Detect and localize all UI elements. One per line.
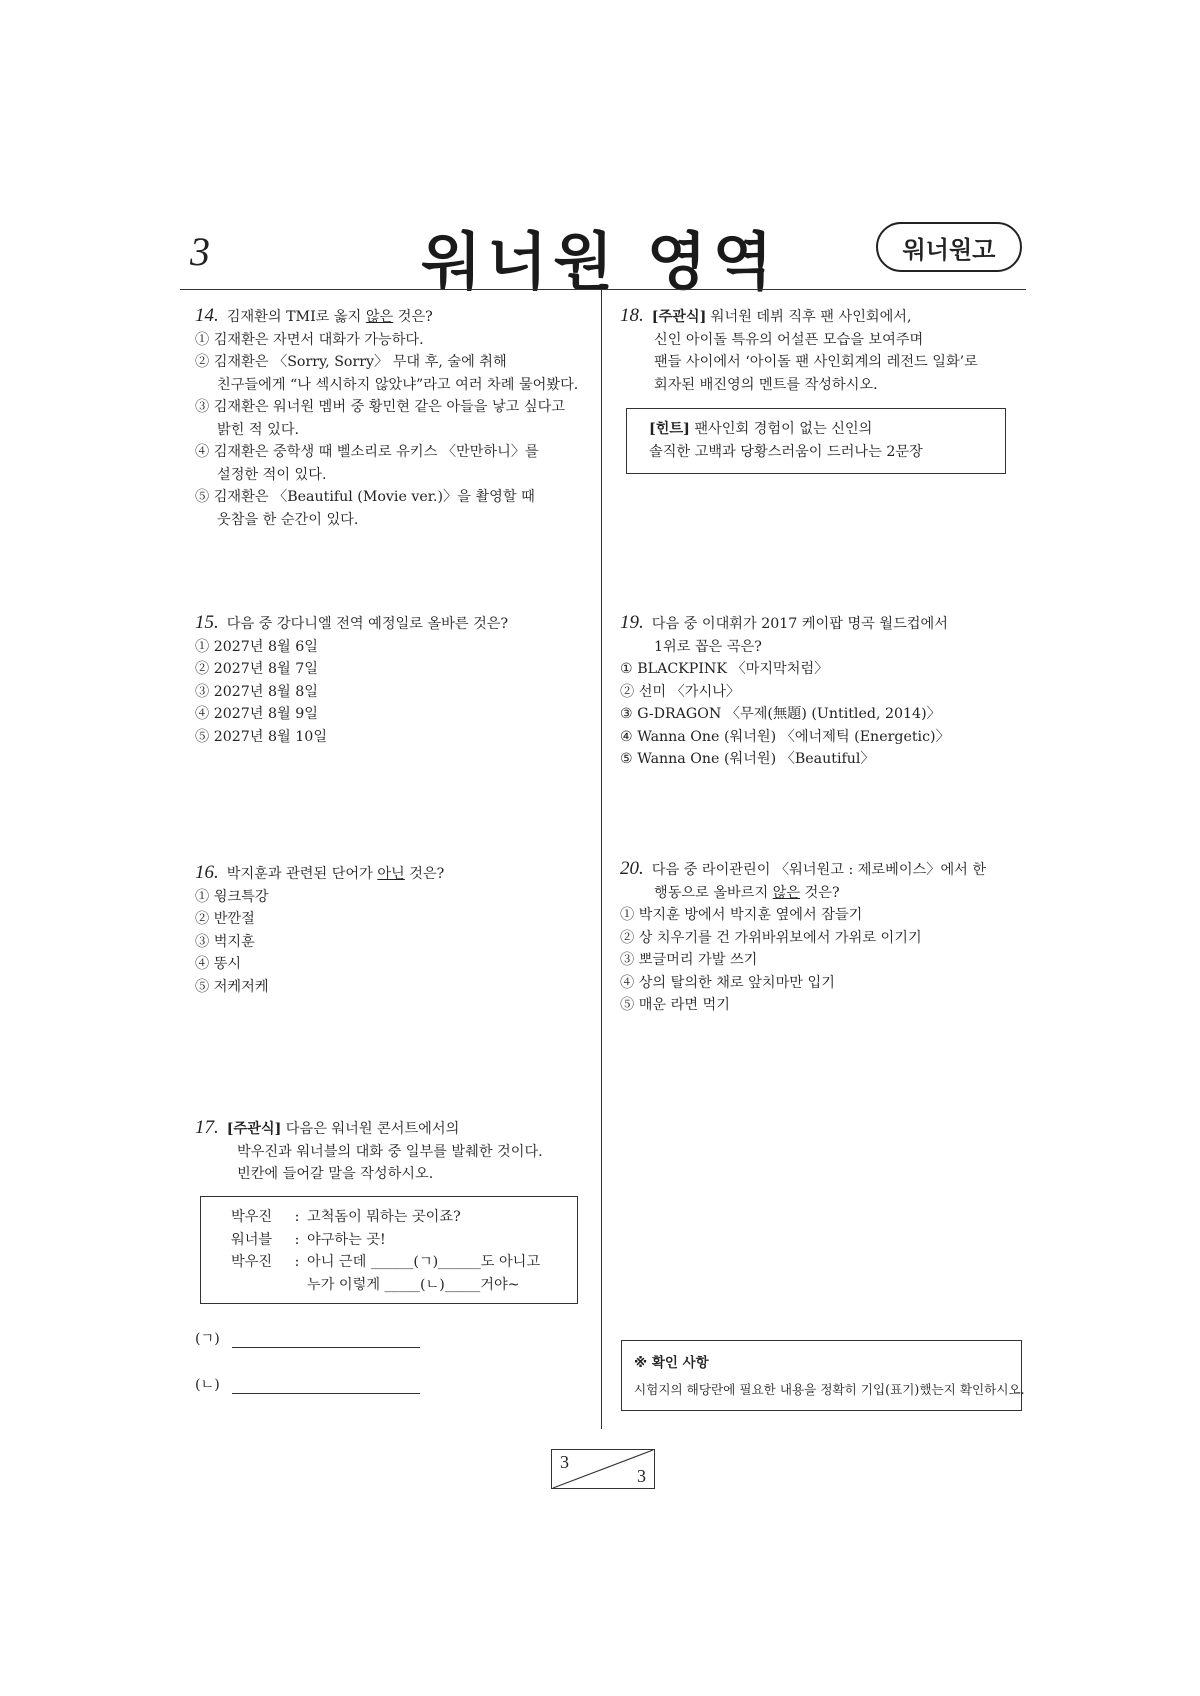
option[interactable]: ④ 똥시 bbox=[195, 956, 242, 972]
option[interactable]: ⑤ 2027년 8월 10일 bbox=[195, 728, 328, 745]
question-stem-line: 빈칸에 들어갈 말을 작성하시오. bbox=[237, 1166, 434, 1182]
option[interactable]: ② 반깐절 bbox=[195, 911, 255, 927]
question-number: 20. bbox=[620, 858, 644, 879]
dialog-line: 박우진 : 고척돔이 뭐하는 곳이죠? bbox=[231, 1209, 461, 1225]
option[interactable]: ① 윙크특강 bbox=[195, 888, 269, 905]
confirm-text: 시험지의 해당란에 필요한 내용을 정확히 기입(표기)했는지 확인하시오. bbox=[634, 1381, 1025, 1397]
option-list bbox=[620, 904, 986, 1017]
question-stem: 다음 중 라이관린이 〈워너원고 : 제로베이스〉에서 한 bbox=[651, 862, 987, 878]
option[interactable]: ③ 2027년 8월 8일 bbox=[195, 683, 318, 700]
question-14 bbox=[195, 305, 578, 531]
option-list bbox=[195, 636, 508, 749]
option[interactable]: ① BLACKPINK 〈마지막처럼〉 bbox=[620, 661, 829, 677]
option[interactable]: ② 2027년 8월 7일 bbox=[195, 661, 318, 677]
answer-field-b[interactable] bbox=[195, 1374, 420, 1394]
question-stem: 김재환의 TMI로 옳지 않은 것은? bbox=[226, 309, 433, 325]
option[interactable]: ③ 뽀글머리 가발 쓰기 bbox=[620, 952, 758, 968]
option-list bbox=[620, 658, 950, 771]
question-number: 18. bbox=[620, 305, 644, 326]
hint-box bbox=[626, 408, 1006, 474]
question-stem-line: 1위로 꼽은 곡은? bbox=[654, 638, 762, 655]
page-total: 3 bbox=[637, 1466, 646, 1486]
dialog-box bbox=[200, 1196, 578, 1304]
question-number: 15. bbox=[195, 612, 219, 633]
question-17 bbox=[195, 1117, 543, 1186]
question-stem: [주관식] 다음은 워너원 콘서트에서의 bbox=[226, 1121, 460, 1137]
option[interactable]: ⑤ Wanna One (워너원) 〈Beautiful〉 bbox=[620, 751, 875, 767]
page-current: 3 bbox=[560, 1452, 569, 1472]
question-stem: 박지훈과 관련된 단어가 아닌 것은? bbox=[226, 866, 445, 882]
column-divider bbox=[601, 289, 602, 1429]
question-stem-line: 신인 아이돌 특유의 어설픈 모습을 보여주며 bbox=[654, 331, 924, 348]
dialog-line: 누가 이렇게 _____(ㄴ)_____거야~ bbox=[307, 1276, 520, 1293]
school-badge bbox=[876, 222, 1022, 272]
option[interactable]: ② 김재환은 〈Sorry, Sorry〉 무대 후, 술에 취해 친구들에게 “나 섹시하지 않았냐”라고 여러 차례 물어봤다. bbox=[195, 354, 579, 393]
option[interactable]: ③ G-DRAGON 〈무제(無題) (Untitled, 2014)〉 bbox=[620, 706, 941, 722]
header-rule bbox=[180, 289, 1026, 290]
dialog-line: 박우진 : 아니 근데 ______(ㄱ)______도 아니고 bbox=[231, 1254, 541, 1270]
answer-underline[interactable] bbox=[232, 1331, 420, 1348]
dialog-line: 워너블 : 야구하는 곳! bbox=[231, 1231, 386, 1248]
option[interactable]: ⑤ 김재환은 〈Beautiful (Movie ver.)〉을 촬영할 때 웃참을 한 순간이 있다. bbox=[195, 489, 535, 528]
question-stem: 다음 중 강다니엘 전역 예정일로 올바른 것은? bbox=[226, 616, 509, 632]
question-20 bbox=[620, 858, 986, 1017]
question-stem-line: 박우진과 워너블의 대화 중 일부를 발췌한 것이다. bbox=[237, 1143, 543, 1160]
page-counter bbox=[551, 1449, 655, 1489]
option[interactable]: ② 선미 〈가시나〉 bbox=[620, 683, 741, 700]
answer-underline[interactable] bbox=[232, 1377, 420, 1394]
answer-label: (ㄱ) bbox=[195, 1331, 220, 1347]
question-stem-line: 회자된 배진영의 멘트를 작성하시오. bbox=[654, 376, 878, 393]
confirm-title: ※ 확인 사항 bbox=[634, 1355, 709, 1371]
question-stem: 다음 중 이대휘가 2017 케이팝 명곡 월드컵에서 bbox=[651, 616, 948, 632]
option-list bbox=[195, 329, 578, 532]
option[interactable]: ④ 상의 탈의한 채로 앞치마만 입기 bbox=[620, 974, 835, 991]
confirm-box bbox=[621, 1340, 1025, 1411]
option[interactable]: ② 상 치우기를 건 가위바위보에서 가위로 이기기 bbox=[620, 929, 922, 946]
option[interactable]: ① 김재환은 자면서 대화가 가능하다. bbox=[195, 331, 424, 348]
option[interactable]: ④ 김재환은 중학생 때 벨소리로 유키스 〈만만하니〉를 설정한 적이 있다. bbox=[195, 444, 539, 483]
option[interactable]: ③ 김재환은 워너원 멤버 중 황민현 같은 아들을 낳고 싶다고 밝힌 적 있다. bbox=[195, 399, 565, 438]
question-stem-line: 팬들 사이에서 ‘아이돌 팬 사인회계의 레전드 일화’로 bbox=[654, 354, 978, 370]
question-18 bbox=[620, 305, 978, 396]
option-list bbox=[195, 886, 444, 999]
school-badge-label: 워너원고 bbox=[902, 235, 996, 264]
answer-label: (ㄴ) bbox=[195, 1377, 220, 1393]
question-number: 16. bbox=[195, 862, 219, 883]
option[interactable]: ⑤ 매운 라면 먹기 bbox=[620, 997, 730, 1013]
question-19 bbox=[620, 612, 950, 771]
question-number: 14. bbox=[195, 305, 219, 326]
option[interactable]: ③ 벅지훈 bbox=[195, 933, 255, 950]
question-number: 19. bbox=[620, 612, 644, 633]
question-stem-line: 행동으로 올바르지 않은 것은? bbox=[654, 884, 840, 901]
page-number: 3 bbox=[190, 229, 210, 274]
question-stem: [주관식] 워너원 데뷔 직후 팬 사인회에서, bbox=[651, 309, 912, 325]
question-15 bbox=[195, 612, 508, 748]
option[interactable]: ④ Wanna One (워너원) 〈에너제틱 (Energetic)〉 bbox=[620, 728, 950, 745]
option[interactable]: ① 2027년 8월 6일 bbox=[195, 638, 318, 655]
option[interactable]: ⑤ 저케저케 bbox=[195, 978, 269, 995]
page-title: 워너원 영역 bbox=[421, 225, 779, 298]
question-number: 17. bbox=[195, 1117, 219, 1138]
option[interactable]: ④ 2027년 8월 9일 bbox=[195, 706, 318, 722]
hint-line: [힌트] 팬사인회 경험이 없는 신인의 bbox=[649, 421, 873, 437]
question-16 bbox=[195, 862, 444, 998]
hint-line: 솔직한 고백과 당황스러움이 드러나는 2문장 bbox=[649, 443, 923, 460]
answer-field-a[interactable] bbox=[195, 1328, 420, 1348]
option[interactable]: ① 박지훈 방에서 박지훈 옆에서 잠들기 bbox=[620, 907, 863, 923]
